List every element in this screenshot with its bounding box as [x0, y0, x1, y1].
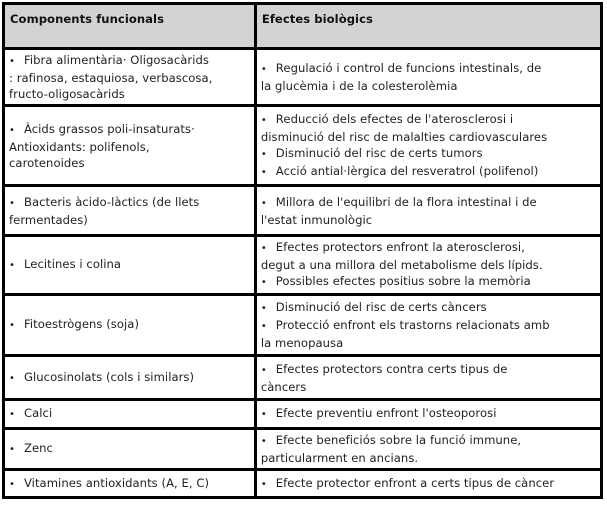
component-bullet-item: • Fitoestrògens (soja): [9, 316, 250, 334]
effects-cell: [255, 295, 601, 356]
component-continuation: fructo-oligosacàrids: [9, 87, 125, 101]
table-row: [4, 49, 602, 106]
table-row: [4, 106, 602, 186]
effects-cell: [255, 356, 601, 400]
effect-bullet-item: • Efectes protectors enfront la aterosclerosi,: [261, 239, 596, 257]
table-row: [4, 400, 602, 429]
effect-bullet-item: • Reducció dels efectes de l'aterosclerosi i: [261, 111, 596, 129]
effect-bullet-item: • Disminució del risc de certs càncers: [261, 299, 596, 317]
effect-continuation: disminució del risc de malalties cardiovasculares: [260, 129, 548, 144]
effect-bullet-item: • Efectes protectors contra certs tipus de: [261, 361, 596, 379]
effect-bullet-item: • Efecte preventiu enfront l'osteoporosi: [261, 405, 596, 423]
effect-bullet-item: • Regulació i control de funcions intestinals, de: [261, 60, 596, 78]
header-effects: Efectes biològics: [255, 4, 601, 49]
effect-bullet-item: • Efecte beneficiós sobre la funció immune,: [261, 432, 596, 450]
component-cell: [4, 356, 256, 400]
effect-bullet-item: • Protecció enfront els trastorns relacionats amb: [261, 317, 596, 335]
table-row: [4, 186, 602, 236]
component-bullet-item: • Zenc: [9, 440, 250, 458]
effect-continuation: la menopausa: [260, 336, 344, 350]
component-bullet-item: • Calci: [9, 405, 250, 423]
component-bullet-item: • Fibra alimentària· Oligosacàrids: [9, 52, 250, 70]
effect-continuation: particularment en ancians.: [260, 451, 419, 465]
effect-continuation: l'estat inmunològic: [260, 212, 373, 227]
effect-continuation: la glucèmia i de la colesterolèmia: [260, 79, 458, 93]
effects-cell: [255, 106, 601, 186]
effect-bullet-item: • Disminució del risc de certs tumors: [261, 145, 596, 163]
component-cell: [4, 400, 256, 429]
component-bullet-item: • Bacteris àcido-làctics (de llets: [9, 194, 250, 212]
functional-components-table: [2, 2, 603, 499]
effects-cell: [255, 49, 601, 106]
component-continuation: carotenoides: [9, 155, 85, 170]
table-row: [4, 295, 602, 356]
effect-bullet-item: • Millora de l'equilibri de la flora intestinal i de: [261, 194, 596, 212]
effect-bullet-item: • Acció antial·lèrgica del resveratrol (polifenol): [261, 163, 596, 181]
component-bullet-item: • Àcids grassos poli-insaturats·: [9, 121, 250, 139]
component-cell: [4, 49, 256, 106]
component-cell: [4, 429, 256, 470]
component-cell: [4, 295, 256, 356]
component-cell: [4, 106, 256, 186]
component-cell: [4, 186, 256, 236]
component-cell: [4, 470, 256, 498]
effects-cell: [255, 470, 601, 498]
table-row: [4, 429, 602, 470]
effects-cell: [255, 236, 601, 295]
component-bullet-item: • Glucosinolats (cols i similars): [9, 369, 250, 387]
table-row: [4, 356, 602, 400]
effects-cell: [255, 400, 601, 429]
component-cell: [4, 236, 256, 295]
component-bullet-item: • Lecitines i colina: [9, 256, 250, 274]
header-row: [4, 4, 602, 49]
component-bullet-item: • Vitamines antioxidants (A, E, C): [9, 475, 250, 493]
table-row: [4, 236, 602, 295]
table-row: [4, 470, 602, 498]
component-continuation: fermentades): [9, 212, 88, 227]
effect-bullet-item: • Possibles efectes positius sobre la memòria: [261, 273, 596, 291]
effect-bullet-item: • Efecte protector enfront a certs tipus de càncer: [261, 475, 596, 493]
component-continuation: Antioxidants: polifenols,: [9, 139, 150, 154]
effects-cell: [255, 429, 601, 470]
effect-continuation: càncers: [260, 379, 307, 394]
effect-continuation: degut a una millora del metabolisme dels lípids.: [260, 258, 543, 272]
component-continuation: : rafinosa, estaquiosa, verbascosa,: [9, 71, 213, 85]
effects-cell: [255, 186, 601, 236]
header-components: Components funcionals: [4, 4, 256, 49]
